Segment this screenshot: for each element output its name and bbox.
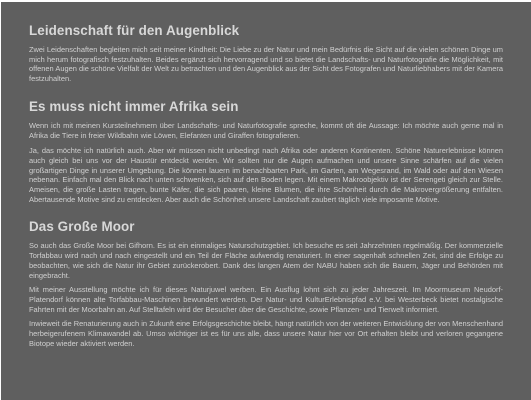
- section-paragraph: Ja, das möchte ich natürlich auch. Aber wir müssen nicht unbedingt nach Afrika oder anderen Kontinenten. Schöne Naturerlebnisse können auch gleich bei uns vor der Haustür entdeckt werden. Wir sollten nur die Augen aufmachen und unsere Sinne schärfen auf die vielen großartigen Dinge in unserer Umgebung. Die können lauern im benachbarten Park, im Garten, am Wegesrand, im Wald oder auf den Wiesen nebenan. Einfach mal den Blick nach unten schwenken, sich auf den Boden legen. Mit einem Makroobjektiv ist der Serengeti gleich zur Stelle. Ameisen, die große Lasten tragen, bunte Käfer, die sich paaren, kleine Blumen, die ihre Schönheit durch die Makrovergrößerung entfalten. Abertausende Motive sind zu entdecken. Aber auch die Schönheit unsere Landschaft zaubert täglich viele imposante Motive.: [29, 146, 503, 204]
- section-heading: Es muss nicht immer Afrika sein: [29, 98, 239, 114]
- section-heading: Das Große Moor: [29, 219, 135, 235]
- section-afrika: [29, 99, 503, 205]
- section-grosse-moor: [29, 219, 503, 348]
- section-leidenschaft: [29, 23, 503, 84]
- section-paragraph: Zwei Leidenschaften begleiten mich seit meiner Kindheit: Die Liebe zu der Natur und mein Bedürfnis die Sicht auf die vielen schönen Dinge um mich herum fotografisch festzuhalten. Beides ergänzt sich hervorragend und so bietet die Landschafts- und Naturfotografie die Möglichkeit, mit offenen Augen die schöne Vielfalt der Welt zu betrachten und den Augenblick aus der Sicht des Fotografen und Naturliebhabers mit der Kamera festzuhalten.: [29, 45, 503, 84]
- section-paragraph: So auch das Große Moor bei Gifhorn. Es ist ein einmaliges Naturschutzgebiet. Ich besuche es seit Jahrzehnten regelmäßig. Der kommerzielle Torfabbau wird nach und nach eingestellt und ein Teil der Fläche aufwendig renaturiert. In einer sagenhaft schnellen Zeit, sind die Erfolge zu beobachten, wie sich die Natur ihr Gebiet zurückerobert. Dank des langen Atem der NABU haben sich die Bauern, Jäger und Behörden mit eingebracht.: [29, 241, 503, 280]
- section-heading: Leidenschaft für den Augenblick: [29, 23, 240, 38]
- section-paragraph: Mit meiner Ausstellung möchte ich für dieses Naturjuwel werben. Ein Ausflug lohnt sich zu jeder Jahreszeit. Im Moormuseum Neudorf-Platendorf können alte Torfabbau-Maschinen bewundert werden. Der Natur- und KulturErlebnispfad e.V. bei Westerbeck bietet nostalgische Fahrten mit der Moorbahn an. Auf Stelltafeln wird der Besucher über die Geschichte, sowie Pflanzen- und Tierwelt informiert.: [29, 285, 503, 314]
- section-paragraph: Wenn ich mit meinen Kursteilnehmern über Landschafts- und Naturfotografie spreche, kommt oft die Aussage: Ich möchte auch gerne mal in Afrika die Tiere in freier Wildbahn wie Löwen, Elefanten und Giraffen fotografieren.: [29, 120, 503, 140]
- section-paragraph: Inwieweit die Renaturierung auch in Zukunft eine Erfolgsgeschichte bleibt, hängt natürlich von der weiteren Entwicklung der von Menschenhand herbeigerufenem Klimawandel ab. Umso wichtiger ist es für uns alle, dass unsere Natur hier vor Ort erhalten bleibt und verloren gegangene Biotope wieder aktiviert werden.: [29, 319, 503, 348]
